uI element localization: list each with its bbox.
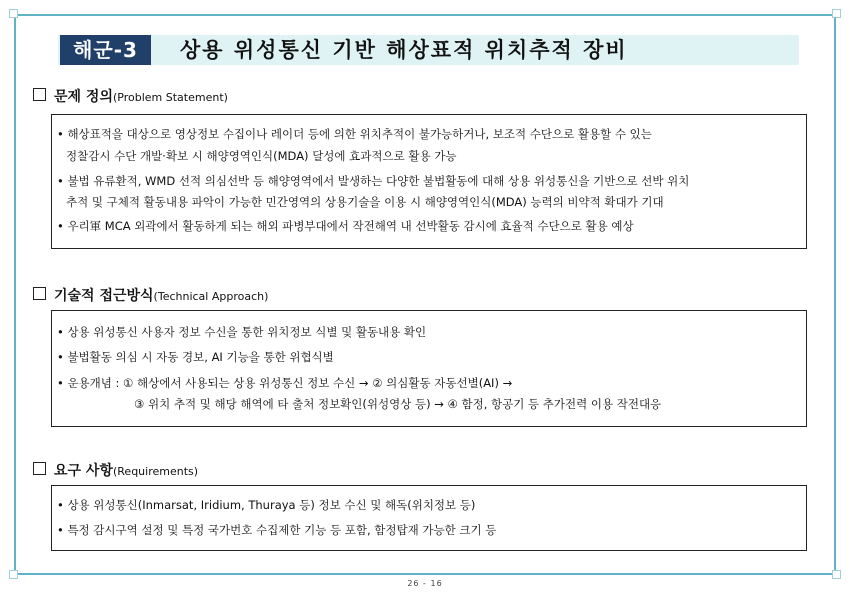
list-item: • 해상표적을 대상으로 영상정보 수집이나 레이더 등에 의한 위치추적이 불가능하거나, 보조적 수단으로 활용할 수 있는 (57, 127, 652, 141)
list-item-continuation: 추적 및 구체적 활동내용 파악이 가능한 민간영역의 상용기술을 이용 시 해양영역인식(MDA) 능력의 비약적 확대가 기대 (66, 195, 664, 209)
checkbox-square-icon (33, 88, 46, 101)
corner-mark-bottom-right (832, 570, 841, 579)
page-title: 상용 위성통신 기반 해상표적 위치추적 장비 (180, 38, 628, 62)
list-item: • 운용개념 : ① 해상에서 사용되는 상용 위성통신 정보 수신 → ② 의심활동 자동선별(AI) → (57, 376, 513, 390)
section-heading-en: (Technical Approach) (153, 290, 269, 303)
corner-mark-top-left (9, 9, 18, 18)
list-item-continuation: ③ 위치 추적 및 해당 해역에 타 출처 정보확인(위성영상 등) → ④ 함정, 항공기 등 추가전력 이용 작전대응 (134, 397, 662, 411)
checkbox-square-icon (33, 462, 46, 475)
corner-mark-bottom-left (9, 570, 18, 579)
list-item: • 특정 감시구역 설정 및 특정 국가번호 수집제한 기능 등 포함, 함정탑재 가능한 크기 등 (57, 523, 497, 537)
section-heading-en: (Requirements) (112, 465, 199, 478)
list-item: • 불법 유류환적, WMD 선적 의심선박 등 해양영역에서 발생하는 다양한 불법활동에 대해 상용 위성통신을 기반으로 선박 위치 (57, 174, 690, 188)
list-item: • 우리軍 MCA 외곽에서 활동하게 되는 해외 파병부대에서 작전해역 내 선박활동 감시에 효율적 수단으로 활용 예상 (57, 219, 634, 233)
list-item: • 상용 위성통신 사용자 정보 수신을 통한 위치정보 식별 및 활동내용 확인 (57, 325, 427, 339)
section-heading-ko: 기술적 접근방식 (54, 288, 154, 304)
section-heading-approach (33, 285, 268, 305)
title-tag: 해군-3 (60, 35, 151, 65)
list-item: • 상용 위성통신(Inmarsat, Iridium, Thuraya 등) 정보 수신 및 해독(위치정보 등) (57, 498, 476, 512)
section-heading-ko: 문제 정의 (54, 89, 113, 105)
section-heading-en: (Problem Statement) (112, 91, 228, 104)
list-item-continuation: 정찰감시 수단 개발·확보 시 해양영역인식(MDA) 달성에 효과적으로 활용 가능 (66, 149, 457, 163)
section-heading-problem (33, 86, 228, 106)
requirements-panel (51, 485, 807, 551)
page-number: 26 - 16 (407, 579, 443, 588)
list-item: • 불법활동 의심 시 자동 경보, AI 기능을 통한 위협식별 (57, 350, 334, 364)
problem-panel (51, 114, 807, 249)
approach-panel (51, 310, 807, 427)
checkbox-square-icon (33, 287, 46, 300)
section-heading-requirements (33, 460, 198, 480)
section-heading-ko: 요구 사항 (54, 463, 113, 479)
corner-mark-top-right (832, 9, 841, 18)
